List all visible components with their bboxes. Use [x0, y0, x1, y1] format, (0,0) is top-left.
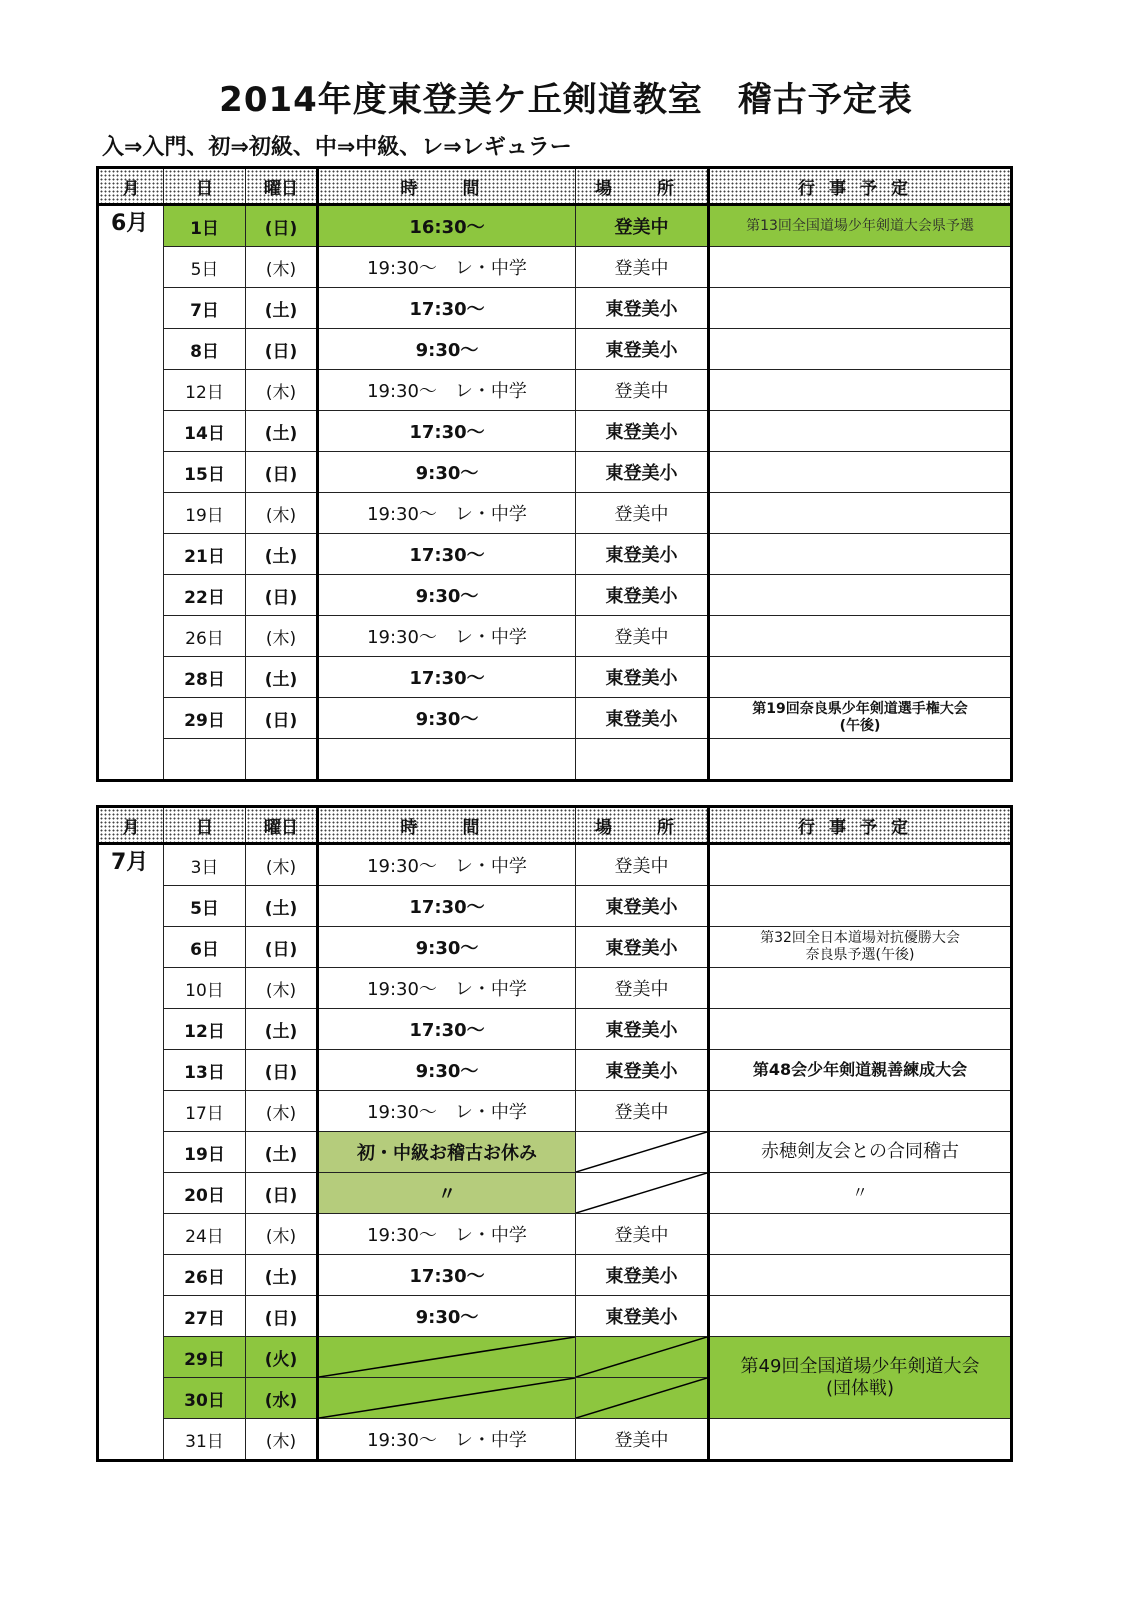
event-line-1: 第32回全日本道場対抗優勝大会: [760, 930, 960, 946]
page-title: 2014年度東登美ケ丘剣道教室 稽古予定表: [219, 80, 913, 120]
time-cell: 17:30〜: [318, 534, 576, 575]
day-cell: 20日: [164, 1173, 246, 1214]
day-cell: 10日: [164, 968, 246, 1009]
day-cell: 29日: [164, 698, 246, 739]
weekday-cell: (日): [246, 698, 318, 739]
event-line-2: 奈良県予選(午後): [805, 947, 915, 963]
time-cell: 17:30〜: [318, 886, 576, 927]
place-cell: 東登美小: [576, 886, 709, 927]
table-row: [98, 968, 1012, 1009]
time-cell: 16:30〜: [318, 205, 576, 247]
day-cell: 27日: [164, 1296, 246, 1337]
place-cell: 登美中: [576, 1214, 709, 1255]
place-cell: 東登美小: [576, 534, 709, 575]
time-cell: 19:30〜 レ・中学: [318, 1419, 576, 1461]
table-row: [98, 1296, 1012, 1337]
weekday-cell: (日): [246, 329, 318, 370]
day-cell: 12日: [164, 1009, 246, 1050]
table-row: [98, 1091, 1012, 1132]
weekday-cell: (日): [246, 452, 318, 493]
header-time: 時 間: [318, 807, 576, 844]
table-row: [98, 1050, 1012, 1091]
day-cell: 7日: [164, 288, 246, 329]
table-header-row: [98, 807, 1012, 844]
day-cell: 31日: [164, 1419, 246, 1461]
event-cell: [709, 1419, 1012, 1461]
diagonal-strike: [576, 1337, 707, 1377]
event-cell: [709, 1009, 1012, 1050]
event-cell: [709, 1091, 1012, 1132]
weekday-cell: (水): [246, 1378, 318, 1419]
table-row: [98, 493, 1012, 534]
day-cell: 3日: [164, 844, 246, 886]
place-cell: 登美中: [576, 247, 709, 288]
time-cell: 9:30〜: [318, 1296, 576, 1337]
event-cell: 赤穂剣友会との合同稽古: [709, 1132, 1012, 1173]
place-cell: 登美中: [576, 1091, 709, 1132]
weekday-cell: (木): [246, 370, 318, 411]
diagonal-strike: [319, 1378, 575, 1418]
table-row-empty: [98, 739, 1012, 781]
time-cell-crossed: [318, 1378, 576, 1419]
day-cell: 5日: [164, 247, 246, 288]
place-cell: 東登美小: [576, 1050, 709, 1091]
day-cell: 19日: [164, 1132, 246, 1173]
place-cell-crossed: [576, 1132, 709, 1173]
place-cell: 東登美小: [576, 1296, 709, 1337]
event-cell: [709, 1214, 1012, 1255]
weekday-cell: (土): [246, 1132, 318, 1173]
header-month: 月: [98, 807, 164, 844]
header-weekday: 曜日: [246, 168, 318, 205]
table-row: [98, 452, 1012, 493]
weekday-cell: (木): [246, 493, 318, 534]
event-cell: 第48会少年剣道親善練成大会: [709, 1050, 1012, 1091]
place-cell: 東登美小: [576, 411, 709, 452]
place-cell: 登美中: [576, 844, 709, 886]
table-row: [98, 205, 1012, 247]
weekday-cell: (日): [246, 1050, 318, 1091]
weekday-cell: (土): [246, 534, 318, 575]
day-cell: 13日: [164, 1050, 246, 1091]
time-cell: 19:30〜 レ・中学: [318, 493, 576, 534]
weekday-cell: (土): [246, 1255, 318, 1296]
time-cell: [318, 739, 576, 781]
day-cell: 19日: [164, 493, 246, 534]
event-cell: [709, 1255, 1012, 1296]
event-line-1: 第19回奈良県少年剣道選手権大会: [752, 701, 968, 717]
table-row: [98, 575, 1012, 616]
event-cell: [709, 452, 1012, 493]
table-row: [98, 329, 1012, 370]
weekday-cell: (日): [246, 575, 318, 616]
day-cell: 24日: [164, 1214, 246, 1255]
table-row: [98, 370, 1012, 411]
day-cell: 26日: [164, 616, 246, 657]
weekday-cell: (土): [246, 657, 318, 698]
time-cell: 17:30〜: [318, 657, 576, 698]
place-cell-crossed: [576, 1173, 709, 1214]
time-cell: 17:30〜: [318, 1009, 576, 1050]
weekday-cell: (土): [246, 1009, 318, 1050]
event-cell: [709, 844, 1012, 886]
time-cell: 9:30〜: [318, 927, 576, 968]
header-month: 月: [98, 168, 164, 205]
time-cell: 19:30〜 レ・中学: [318, 616, 576, 657]
event-cell: [709, 493, 1012, 534]
day-cell: 28日: [164, 657, 246, 698]
weekday-cell: (日): [246, 927, 318, 968]
place-cell: 登美中: [576, 493, 709, 534]
place-cell-crossed: [576, 1378, 709, 1419]
time-cell: 17:30〜: [318, 1255, 576, 1296]
place-cell: 東登美小: [576, 575, 709, 616]
day-cell: 6日: [164, 927, 246, 968]
place-cell: 東登美小: [576, 1009, 709, 1050]
place-cell: 登美中: [576, 1419, 709, 1461]
time-cell: 19:30〜 レ・中学: [318, 247, 576, 288]
weekday-cell: [246, 739, 318, 781]
weekday-cell: (日): [246, 1173, 318, 1214]
header-day: 日: [164, 807, 246, 844]
day-cell: 21日: [164, 534, 246, 575]
weekday-cell: (木): [246, 1214, 318, 1255]
place-cell: 登美中: [576, 370, 709, 411]
event-line-2: (団体戦): [825, 1377, 895, 1399]
time-cell: 9:30〜: [318, 698, 576, 739]
event-cell: [709, 329, 1012, 370]
weekday-cell: (土): [246, 411, 318, 452]
place-cell: 東登美小: [576, 657, 709, 698]
weekday-cell: (土): [246, 886, 318, 927]
time-cell: 19:30〜 レ・中学: [318, 370, 576, 411]
event-cell: [709, 1337, 1012, 1419]
event-cell: 第13回全国道場少年剣道大会県予選: [709, 205, 1012, 247]
table-row: [98, 844, 1012, 886]
table-row: [98, 534, 1012, 575]
time-cell-crossed: [318, 1337, 576, 1378]
weekday-cell: (木): [246, 1419, 318, 1461]
day-cell: 22日: [164, 575, 246, 616]
event-cell: [709, 247, 1012, 288]
event-line-1: 第49回全国道場少年剣道大会: [740, 1355, 980, 1377]
place-cell: 登美中: [576, 616, 709, 657]
place-cell: 東登美小: [576, 329, 709, 370]
day-cell: 29日: [164, 1337, 246, 1378]
table-row: [98, 1337, 1012, 1378]
day-cell: 8日: [164, 329, 246, 370]
july-schedule-table: [96, 805, 1013, 1462]
header-weekday: 曜日: [246, 807, 318, 844]
table-row: [98, 1009, 1012, 1050]
table-header-row: [98, 168, 1012, 205]
event-cell: [709, 698, 1012, 739]
header-time: 時 間: [318, 168, 576, 205]
place-cell: 東登美小: [576, 452, 709, 493]
table-row: [98, 1419, 1012, 1461]
table-row: [98, 247, 1012, 288]
event-cell: [709, 288, 1012, 329]
day-cell: 5日: [164, 886, 246, 927]
day-cell: 30日: [164, 1378, 246, 1419]
weekday-cell: (土): [246, 288, 318, 329]
place-cell: 登美中: [576, 968, 709, 1009]
header-place: 場 所: [576, 168, 709, 205]
time-cell: 9:30〜: [318, 575, 576, 616]
time-cell: 19:30〜 レ・中学: [318, 844, 576, 886]
table-row: [98, 927, 1012, 968]
header-event: 行事予定: [709, 807, 1012, 844]
place-cell: 東登美小: [576, 927, 709, 968]
event-cell: [709, 739, 1012, 781]
place-cell: [576, 739, 709, 781]
day-cell: 1日: [164, 205, 246, 247]
table-row: [98, 1173, 1012, 1214]
time-cell: 17:30〜: [318, 288, 576, 329]
time-cell: 9:30〜: [318, 329, 576, 370]
time-cell: 17:30〜: [318, 411, 576, 452]
event-cell: [709, 534, 1012, 575]
day-cell: 17日: [164, 1091, 246, 1132]
day-cell: [164, 739, 246, 781]
place-cell-crossed: [576, 1337, 709, 1378]
weekday-cell: (日): [246, 1296, 318, 1337]
time-cell: 9:30〜: [318, 452, 576, 493]
event-cell: [709, 968, 1012, 1009]
weekday-cell: (木): [246, 844, 318, 886]
event-cell: [709, 886, 1012, 927]
place-cell: 東登美小: [576, 1255, 709, 1296]
diagonal-strike: [319, 1337, 575, 1377]
event-cell: [709, 927, 1012, 968]
table-row: [98, 698, 1012, 739]
event-cell: [709, 411, 1012, 452]
weekday-cell: (火): [246, 1337, 318, 1378]
header-place: 場 所: [576, 807, 709, 844]
place-cell: 東登美小: [576, 288, 709, 329]
event-line-2: (午後): [839, 718, 881, 734]
day-cell: 14日: [164, 411, 246, 452]
time-cell: 〃: [318, 1173, 576, 1214]
header-event: 行事予定: [709, 168, 1012, 205]
weekday-cell: (木): [246, 968, 318, 1009]
table-row: [98, 1214, 1012, 1255]
time-cell: 初・中級お稽古お休み: [318, 1132, 576, 1173]
month-label-june: 6月: [98, 205, 164, 781]
table-row: [98, 657, 1012, 698]
day-cell: 15日: [164, 452, 246, 493]
month-label-july: 7月: [98, 844, 164, 1461]
header-day: 日: [164, 168, 246, 205]
weekday-cell: (木): [246, 1091, 318, 1132]
diagonal-strike: [576, 1378, 707, 1418]
table-row: [98, 1255, 1012, 1296]
table-row: [98, 411, 1012, 452]
table-row: [98, 616, 1012, 657]
event-cell: [709, 616, 1012, 657]
table-row: [98, 1132, 1012, 1173]
place-cell: 東登美小: [576, 698, 709, 739]
event-cell: [709, 575, 1012, 616]
time-cell: 19:30〜 レ・中学: [318, 968, 576, 1009]
june-schedule-table: [96, 166, 1013, 782]
abbreviation-legend: 入⇒入門、初⇒初級、中⇒中級、レ⇒レギュラー: [102, 135, 572, 160]
diagonal-strike: [576, 1132, 707, 1172]
place-cell: 登美中: [576, 205, 709, 247]
event-cell: 〃: [709, 1173, 1012, 1214]
day-cell: 12日: [164, 370, 246, 411]
table-row: [98, 886, 1012, 927]
time-cell: 19:30〜 レ・中学: [318, 1214, 576, 1255]
event-cell: [709, 1296, 1012, 1337]
weekday-cell: (木): [246, 616, 318, 657]
event-cell: [709, 657, 1012, 698]
table-row: [98, 288, 1012, 329]
weekday-cell: (日): [246, 205, 318, 247]
diagonal-strike: [576, 1173, 707, 1213]
time-cell: 19:30〜 レ・中学: [318, 1091, 576, 1132]
time-cell: 9:30〜: [318, 1050, 576, 1091]
weekday-cell: (木): [246, 247, 318, 288]
day-cell: 26日: [164, 1255, 246, 1296]
event-cell: [709, 370, 1012, 411]
